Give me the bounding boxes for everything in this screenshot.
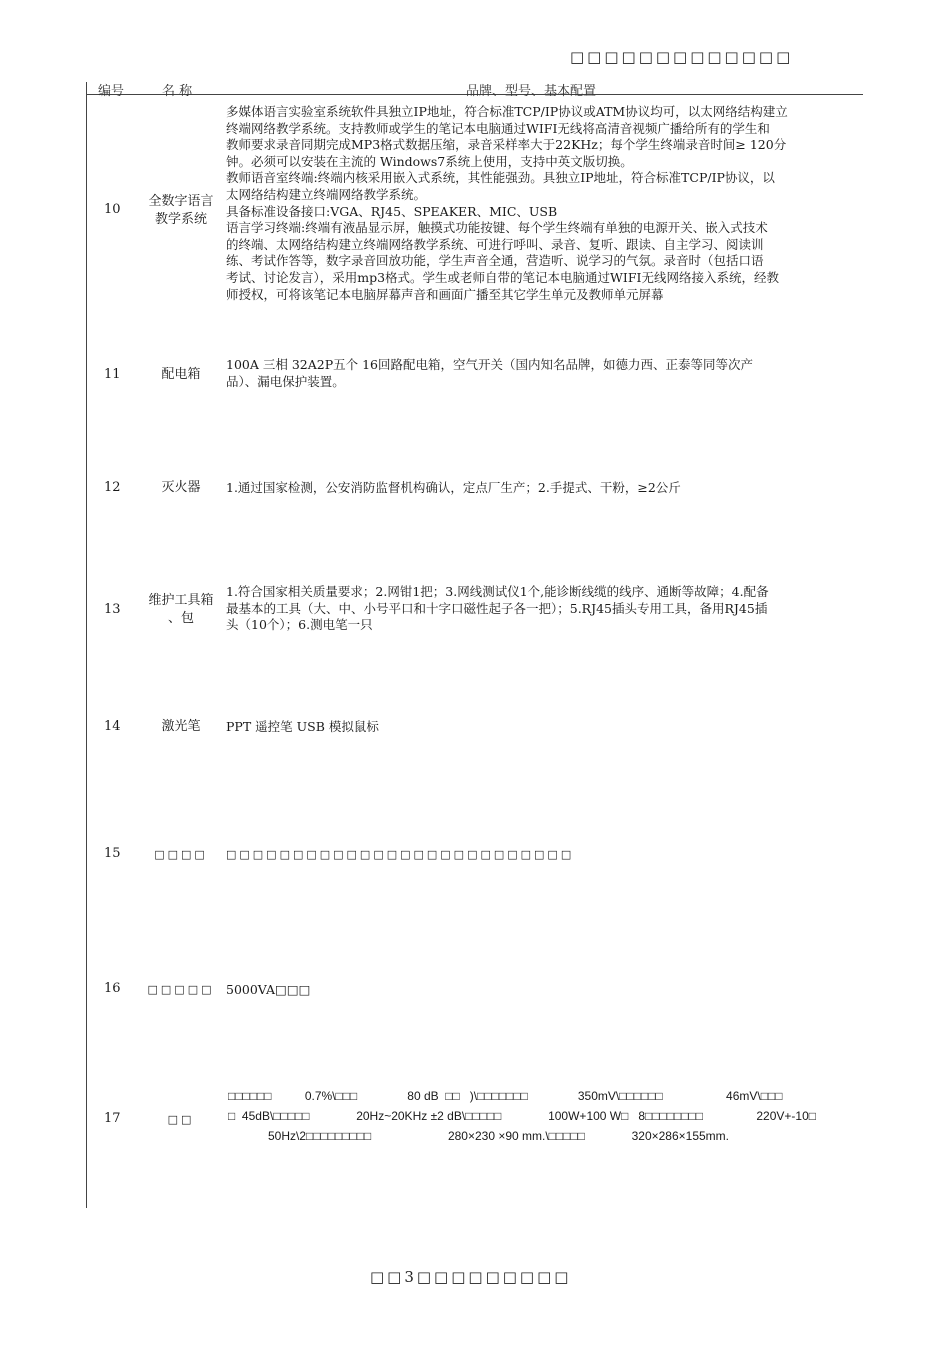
row-number: 10: [104, 202, 121, 217]
row-number: 17: [104, 1111, 121, 1126]
column-header-spec: 品牌、型号、基本配置: [466, 84, 597, 99]
column-header-name: 名 称: [162, 84, 193, 99]
row-spec: 1.符合国家相关质量要求；2.网钳1把；3.网线测试仪1个,能诊断线缆的线序、通断等故障；4.配备 最基本的工具（大、中、小号平口和十字口磁性起子各一把）；5.RJ45插头专用工具，备用RJ45插 头（10个）；6.测电笔一只: [226, 584, 769, 633]
page-header: □□□□□□□□□□□□□: [570, 48, 794, 66]
row-number: 16: [104, 981, 121, 996]
row-spec: 多媒体语言实验室系统软件具独立IP地址，符合标准TCP/IP协议或ATM协议均可，以太网络结构建立 终端网络教学系统。支持教师或学生的笔记本电脑通过WIFI无线将高清音视频广播给所有的学生和 教师要求录音同期完成MP3格式数据压缩，录音采样率大于22KHz；每个学生终端录音时间≥ 120分 钟。必须可以安装在主流的 Windows7系统上使用，支持中英文版切换。 教师语音室终端:终端内核采用嵌入式系统，其性能强劲。具独立IP地址，符合标准TCP/IP协议，以 太网络结构建立终端网络教学系统。 具备标准设备接口:VGA、RJ45、SPEAKER、MIC、USB 语言学习终端:终端有液晶显示屏，触摸式功能按键、每个学生终端有单独的电源开关、嵌入式技术 的终端、太网络结构建立终端网络教学系统、可进行呼叫、录音、复听、跟读、自主学习、阅读训 练、考试作答等，数字录音回放功能，学生声音全通，营造听、说学习的气氛。录音时（包括口语 考试、讨论发言），采用mp3格式。学生或老师自带的笔记本电脑通过WIFI无线网络接入系统，经教 师授权，可将该笔记本电脑屏幕声音和画面广播至其它学生单元及教师单元屏幕: [226, 104, 788, 302]
row-spec: □□□□□□ 0.7%\□□□ 80 dB □□ )\□□□□□□□ 350mV\□□□□□□ 46mV\□□□ □ 45dB\□□□□□ 20Hz~20KHz ±2 dB\□□□□□ 100W+100 W□ 8□□□□□□□□ 220V+-10□ 50Hz\2□□□□□□□□□ 280×230 ×90 mm.\□□□□□ 320×286×155mm.: [228, 1089, 816, 1143]
row-name: 灭火器: [161, 480, 201, 495]
row-number: 15: [104, 846, 121, 861]
row-spec: 100A 三相 32A2P五个 16回路配电箱，空气开关（国内知名品牌，如德力西、正泰等同等次产 品）、漏电保护装置。: [226, 357, 754, 389]
row-name: □□□□□: [147, 983, 215, 996]
row-name: 全数字语言 教学系统: [148, 194, 214, 227]
row-spec: □□□□□□□□□□□□□□□□□□□□□□□□□□: [226, 848, 575, 861]
row-name: 激光笔: [161, 719, 201, 734]
row-name: 配电箱: [161, 367, 201, 382]
row-name: □□: [167, 1113, 195, 1126]
row-number: 12: [104, 480, 121, 495]
row-spec: PPT 遥控笔 USB 模拟鼠标: [226, 719, 379, 734]
column-header-number: 编号: [98, 84, 125, 99]
row-number: 14: [104, 719, 121, 734]
row-number: 13: [104, 602, 121, 617]
row-spec: 5000VA□□□: [226, 982, 311, 997]
row-number: 11: [104, 367, 121, 382]
row-name: □□□□: [154, 848, 208, 861]
page-footer: □□3□□□□□□□□□: [370, 1268, 572, 1286]
row-spec: 1.通过国家检测，公安消防监督机构确认，定点厂生产；2.手提式、干粉，≥2公斤: [226, 480, 681, 495]
row-name: 维护工具箱 、包: [148, 593, 214, 626]
